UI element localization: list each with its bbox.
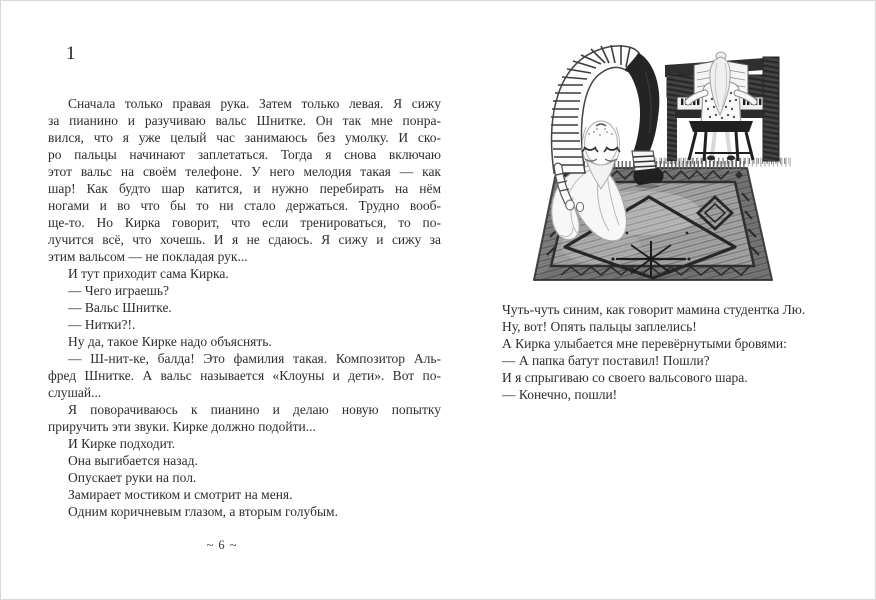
text-line: — Нитки?!. bbox=[68, 317, 136, 332]
text-line: приручить эти звуки. Кирке должно подойти... bbox=[48, 419, 316, 434]
text-line: ро пальцы начинают заплетаться. Тогда я снова включаю bbox=[48, 147, 441, 162]
text-line: за пианино и разучиваю вальс Шнитке. Он так мне понра- bbox=[48, 113, 441, 128]
bridge-and-piano-illustration bbox=[521, 31, 796, 283]
text-line: — Конечно, пошли! bbox=[502, 387, 618, 402]
text-line: шар! Как будто шар катится, и нужно перебирать на нём bbox=[48, 181, 441, 196]
text-line: Ну, вот! Опять пальцы заплелись! bbox=[502, 319, 697, 334]
text-line: — Чего играешь? bbox=[68, 283, 170, 298]
piano-bench bbox=[689, 121, 753, 132]
text-line: слушай... bbox=[48, 385, 102, 400]
text-line: Ну да, такое Кирке надо объяснять. bbox=[68, 334, 272, 349]
text-line: лучится всё, что хочешь. И я не сдаюсь. Я сижу и сижу за bbox=[48, 232, 441, 247]
text-line: Замирает мостиком и смотрит на меня. bbox=[68, 487, 293, 502]
text-line: Она выгибается назад. bbox=[68, 453, 198, 468]
upside-down-face bbox=[582, 121, 620, 165]
text-line: И я спрыгиваю со своего вальсового шара. bbox=[502, 370, 748, 385]
text-line: Одним коричневым глазом, а вторым голубым. bbox=[68, 504, 338, 519]
text-line: Сначала только правая рука. Затем только левая. Я сижу bbox=[68, 96, 441, 111]
text-line: — А папка батут поставил! Пошли? bbox=[502, 353, 710, 368]
text-line: И Кирке подходит. bbox=[68, 436, 176, 451]
text-line: ще-то. Но Кирка говорит, что если тренироваться, то по- bbox=[48, 215, 441, 230]
right-text-column bbox=[482, 301, 873, 403]
text-line: вился, что я уже целый час занимаюсь без умолку. И ско- bbox=[48, 130, 441, 145]
piano-group bbox=[665, 52, 779, 161]
leggings bbox=[625, 53, 659, 153]
text-line: Опускает руки на пол. bbox=[68, 470, 197, 485]
chapter-number: 1 bbox=[66, 43, 76, 64]
text-line: — Вальс Шнитке. bbox=[68, 300, 172, 315]
left-text-column bbox=[48, 95, 441, 520]
text-line: этот вальс на своём телефоне. У него мелодия такая — как bbox=[48, 164, 441, 179]
page-number: ~ 6 ~ bbox=[206, 538, 238, 552]
text-line: Я поворачиваюсь к пианино и делаю новую попытку bbox=[68, 402, 441, 417]
text-line: ногами и во что бы то ни стало держаться. Трудно вооб- bbox=[48, 198, 441, 213]
text-line: Чуть-чуть синим, как говорит мамина студентка Лю. bbox=[502, 302, 806, 317]
text-line: фред Шнитке. А вальс называется «Клоуны и дети». Вот по- bbox=[48, 368, 441, 383]
text-line: И тут приходит сама Кирка. bbox=[68, 266, 229, 281]
text-line: А Кирка улыбается мне перевёрнутыми бровями: bbox=[502, 336, 787, 351]
text-line: этим вальсом — не покладая рук... bbox=[48, 249, 248, 264]
text-line: — Ш-нит-ке, балда! Это фамилия такая. Композитор Аль- bbox=[68, 351, 441, 366]
